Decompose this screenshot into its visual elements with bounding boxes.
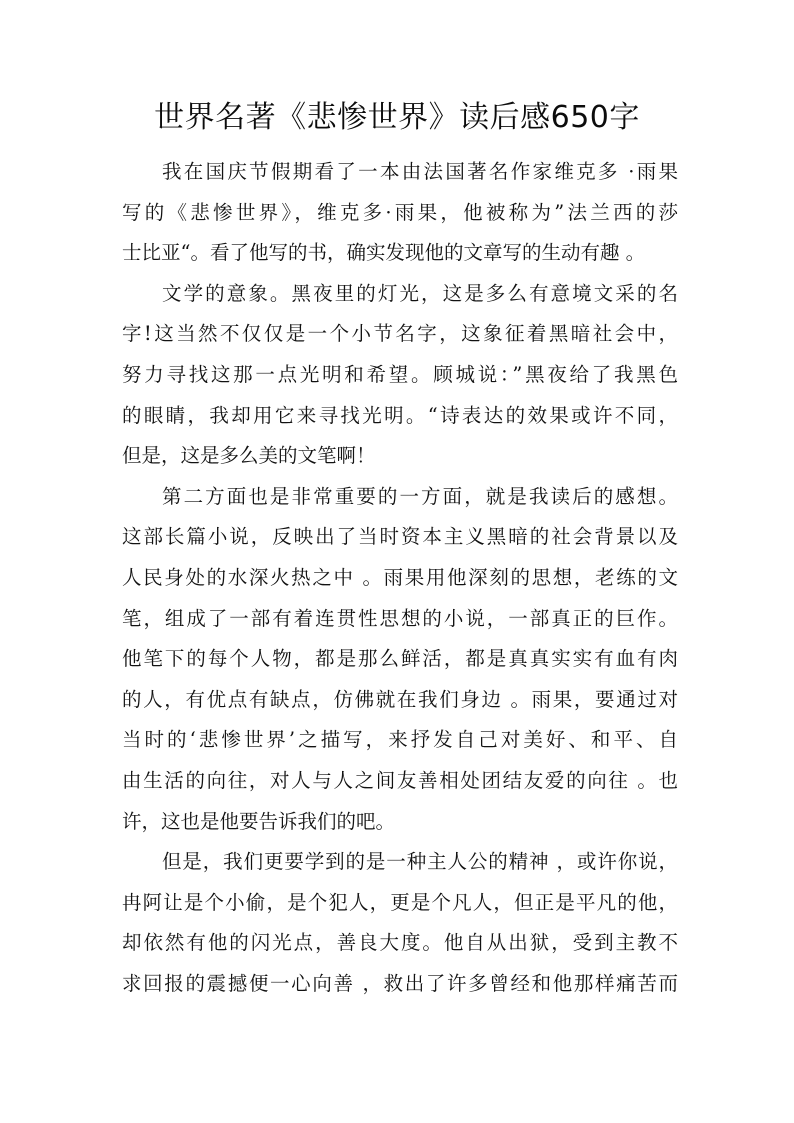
text-line-4: 文学的意象。黑夜里的灯光，这是多么有意境文采的名 (162, 281, 678, 305)
text-line-1: 我在国庆节假期看了一本由法国著名作家维克多 ·雨果 (162, 160, 678, 183)
text-line-20: 却依然有他的闪光点，善良大度。他自从出狱，受到主教不 (122, 931, 678, 955)
text-line-16: 由生活的向往，对人与人之间友善相处团结友爱的向往 。也 (122, 768, 678, 792)
text-line-8: 但是，这是多么美的文笔啊！ (122, 444, 376, 468)
text-line-10: 这部长篇小说，反映出了当时资本主义黑暗的社会背景以及 (122, 525, 678, 549)
text-line-12: 笔，组成了一部有着连贯性思想的小说，一部真正的巨作。 (122, 606, 678, 630)
text-line-17: 许，这也是他要告诉我们的吧。 (122, 809, 396, 833)
text-line-2: 写的《悲惨世界》，维克多·雨果，他被称为”法兰西的莎 (122, 200, 678, 224)
text-line-7: 的眼睛，我却用它来寻找光明。“诗表达的效果或许不同， (122, 403, 678, 427)
text-line-6: 努力寻找这那一点光明和希望。顾城说：”黑夜给了我黑色 (122, 362, 678, 386)
text-line-21: 求回报的震撼便一心向善 ，救出了许多曾经和他那样痛苦而 (122, 971, 678, 995)
text-line-5: 字!这当然不仅仅是一个小节名字，这象征着黑暗社会中， (122, 322, 678, 346)
document-body (122, 152, 678, 1004)
text-line-11: 人民身处的水深火热之中 。雨果用他深刻的思想，老练的文 (122, 565, 678, 589)
text-line-9: 第二方面也是非常重要的一方面，就是我读后的感想。 (162, 484, 678, 508)
text-line-15: 当时的‘悲惨世界’之描写，来抒发自己对美好、和平、自 (122, 728, 678, 752)
text-line-3: 士比亚“。看了他写的书，确实发现他的文章写的生动有趣 。 (122, 241, 646, 265)
text-line-14: 的人，有优点有缺点，仿佛就在我们身边 。雨果，要通过对 (122, 687, 678, 711)
text-line-18: 但是，我们更要学到的是一种主人公的精神 ，或许你说， (162, 850, 678, 874)
text-line-19: 冉阿让是个小偷，是个犯人，更是个凡人，但正是平凡的他， (122, 890, 678, 914)
text-line-13: 他笔下的每个人物，都是那么鲜活，都是真真实实有血有肉 (122, 647, 678, 671)
document-title: 世界名著《悲惨世界》读后感650字 (154, 100, 640, 135)
